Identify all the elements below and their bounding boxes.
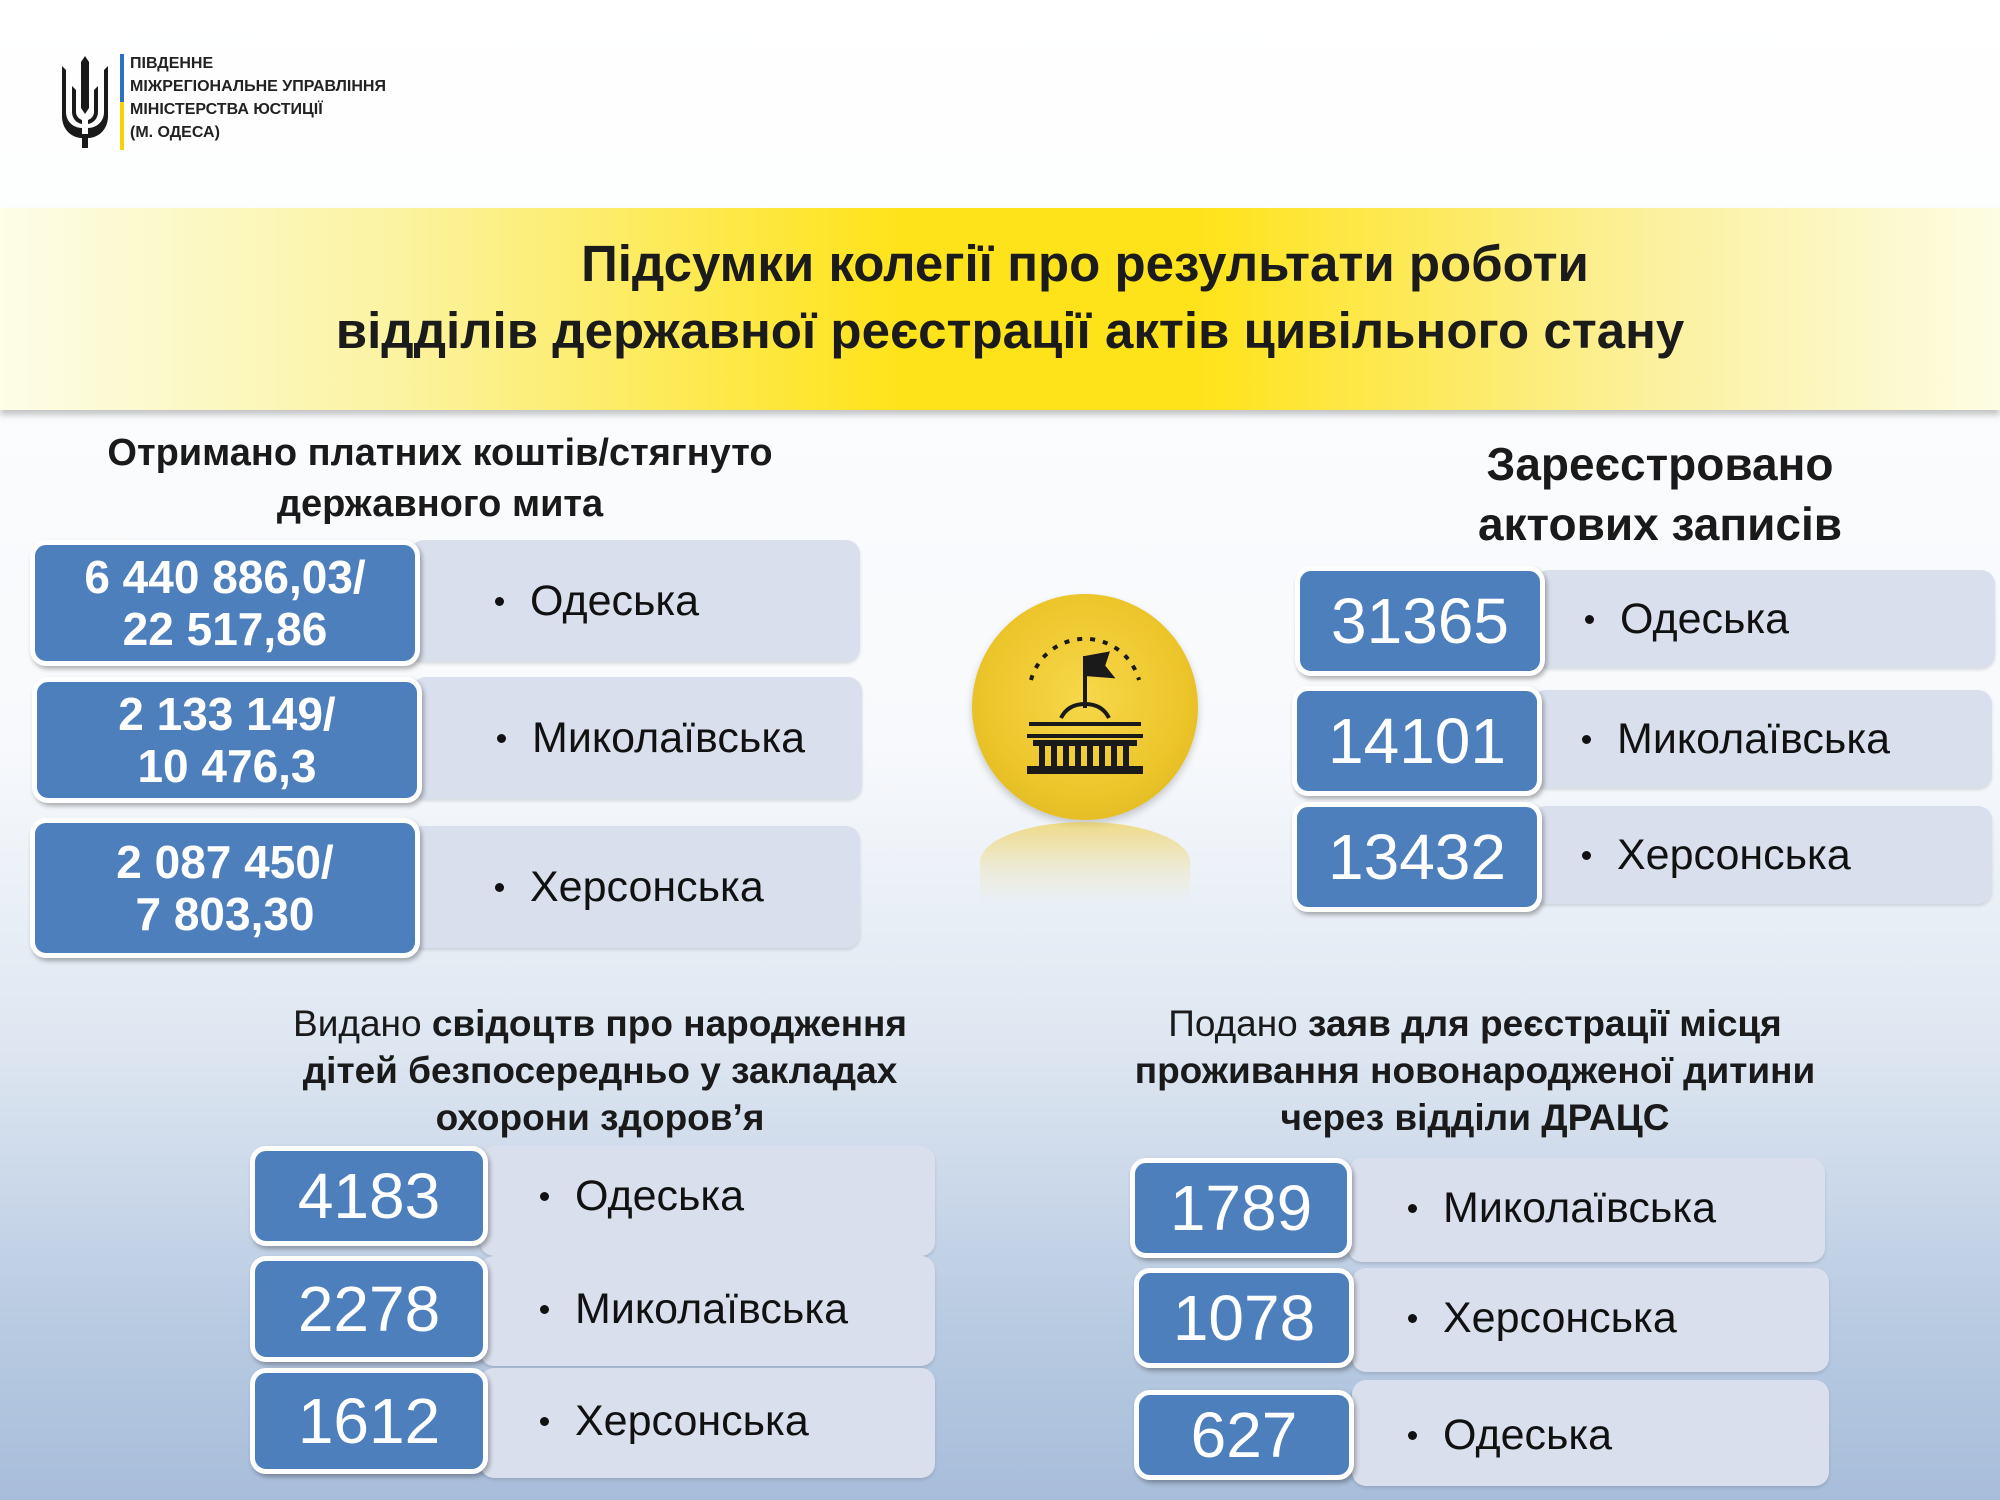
paid-funds-value: [30, 818, 420, 958]
residence-applications-heading-text: через відділи ДРАЦС: [1280, 1097, 1670, 1138]
bullet-icon: [495, 883, 504, 892]
registered-acts-row: [1292, 802, 1992, 914]
region-label: [495, 826, 764, 948]
region-label: [1582, 690, 1890, 788]
region-name: Миколаївська: [1443, 1183, 1716, 1232]
region-label: [1585, 570, 1789, 668]
region-label: [540, 1146, 744, 1246]
bullet-icon: [1582, 735, 1591, 744]
birth-certificates-heading-line: [180, 1047, 1020, 1094]
paid-funds-value-line: 6 440 886,03/: [84, 551, 366, 603]
region-name: Миколаївська: [1617, 714, 1890, 763]
registered-acts-heading-line: Зареєстровано: [1486, 438, 1834, 490]
residence-applications-value: 627: [1134, 1390, 1354, 1480]
bullet-icon: [497, 734, 506, 743]
organization-name-line: (М. ОДЕСА): [130, 124, 220, 141]
paid-funds-row: [32, 677, 872, 807]
bullet-icon: [495, 597, 504, 606]
residence-applications-value: 1789: [1130, 1158, 1352, 1258]
paid-funds-value-line: 2 133 149/: [118, 688, 336, 740]
paid-funds-value: [30, 540, 420, 666]
paid-funds-heading-line: державного мита: [276, 483, 604, 525]
paid-funds-row: [30, 540, 870, 670]
residence-applications-row: [1130, 1158, 1830, 1268]
registered-acts-heading-line: актових записів: [1477, 498, 1843, 550]
region-label: [495, 540, 699, 662]
birth-certificates-value: 2278: [250, 1256, 488, 1362]
region-name: Одеська: [1620, 594, 1790, 643]
region-name: Одеська: [1443, 1410, 1613, 1459]
region-label: [1582, 806, 1851, 904]
bullet-icon: [1585, 615, 1594, 624]
region-label: [1408, 1158, 1716, 1258]
birth-certificates-heading-line: [180, 1094, 1020, 1141]
flag-accent-bar: [120, 54, 124, 150]
bullet-icon: [1408, 1431, 1417, 1440]
organization-logo: [58, 52, 438, 152]
birth-certificates-heading: [180, 1000, 1020, 1141]
page-title-line-2: відділів державної реєстрації актів цивільного стану: [335, 302, 1685, 359]
birth-certificates-heading-text: охорони здоров’я: [435, 1097, 765, 1138]
region-label: [497, 677, 805, 799]
residence-applications-row: [1134, 1390, 1834, 1490]
paid-funds-value-line: 22 517,86: [122, 603, 328, 655]
government-building-flag-icon: [1017, 634, 1153, 780]
organization-name-line: МІНІСТЕРСТВА ЮСТИЦІЇ: [130, 101, 323, 118]
emblem-reflection: [980, 822, 1190, 902]
region-name: Херсонська: [530, 862, 764, 911]
paid-funds-value-line: 10 476,3: [137, 740, 317, 792]
bullet-icon: [540, 1305, 549, 1314]
birth-certificates-heading-text: дітей безпосередньо у закладах: [302, 1050, 898, 1091]
organization-name-line: ПІВДЕННЕ: [130, 55, 214, 72]
bullet-icon: [540, 1192, 549, 1201]
paid-funds-value: [32, 677, 422, 803]
residence-applications-heading-text: проживання новонародженої дитини: [1134, 1050, 1816, 1091]
organization-name-line: МІЖРЕГІОНАЛЬНЕ УПРАВЛІННЯ: [130, 78, 386, 95]
region-label: [1408, 1268, 1677, 1368]
residence-applications-heading: [1060, 1000, 1890, 1141]
region-name: Одеська: [575, 1171, 745, 1220]
organization-name: [130, 52, 386, 144]
region-label: [1408, 1390, 1612, 1480]
page-title-line-1: Підсумки колегії про результати роботи: [581, 235, 1589, 292]
residence-applications-heading-text: Подано: [1168, 1003, 1309, 1044]
registered-acts-value: 13432: [1292, 802, 1542, 912]
paid-funds-heading-line: Отримано платних коштів/стягнуто: [107, 432, 773, 474]
region-label: [540, 1368, 809, 1474]
residence-applications-row: [1134, 1268, 1834, 1378]
residence-applications-heading-text: заяв для реєстрації місця: [1308, 1003, 1782, 1044]
trident-coat-of-arms-icon: [58, 56, 112, 148]
paid-funds-value-line: 7 803,30: [135, 888, 315, 940]
region-label: [540, 1256, 848, 1362]
birth-certificates-row: [250, 1256, 940, 1366]
bullet-icon: [1582, 851, 1591, 860]
birth-certificates-heading-line: [180, 1000, 1020, 1047]
paid-funds-row: [30, 818, 870, 958]
birth-certificates-value: 1612: [250, 1368, 488, 1474]
residence-applications-heading-line: [1060, 1000, 1890, 1047]
residence-applications-value: 1078: [1134, 1268, 1354, 1368]
region-name: Херсонська: [1617, 830, 1851, 879]
registered-acts-row: [1295, 566, 1995, 678]
birth-certificates-heading-text: Видано: [293, 1003, 432, 1044]
region-name: Херсонська: [1443, 1293, 1677, 1342]
birth-certificates-value: 4183: [250, 1146, 488, 1246]
region-name: Миколаївська: [532, 713, 805, 762]
paid-funds-heading: [20, 428, 860, 530]
residence-applications-heading-line: [1060, 1047, 1890, 1094]
birth-certificates-heading-text: свідоцтв про народження: [431, 1003, 907, 1044]
bullet-icon: [1408, 1204, 1417, 1213]
region-name: Миколаївська: [575, 1284, 848, 1333]
birth-certificates-row: [250, 1368, 940, 1478]
government-emblem: [972, 594, 1198, 820]
registered-acts-value: 31365: [1295, 566, 1545, 676]
registered-acts-value: 14101: [1292, 686, 1542, 796]
bullet-icon: [540, 1417, 549, 1426]
title-banner: [0, 208, 2000, 410]
registered-acts-row: [1292, 686, 1992, 798]
residence-applications-heading-line: [1060, 1094, 1890, 1141]
birth-certificates-row: [250, 1146, 940, 1256]
registered-acts-heading: [1380, 434, 1940, 554]
bullet-icon: [1408, 1314, 1417, 1323]
region-name: Одеська: [530, 576, 700, 625]
region-name: Херсонська: [575, 1396, 809, 1445]
paid-funds-value-line: 2 087 450/: [116, 836, 334, 888]
